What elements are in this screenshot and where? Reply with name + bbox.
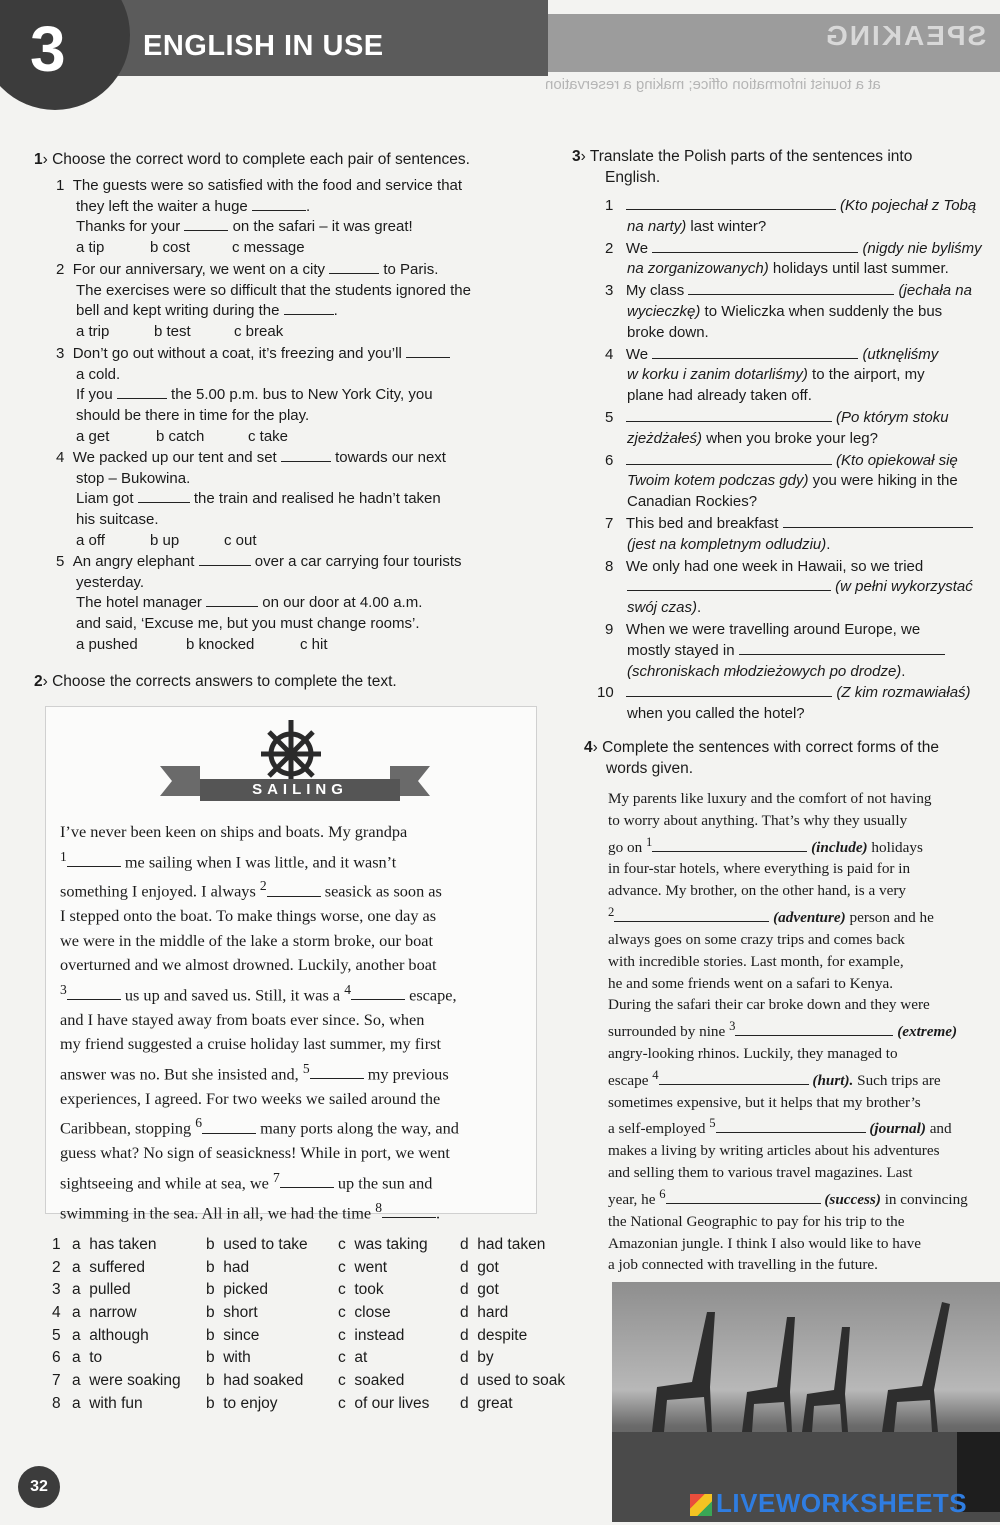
chevron-right-icon: › (42, 151, 48, 168)
option-b[interactable]: b picked (206, 1281, 269, 1298)
text-line: up the sun and (337, 1173, 433, 1193)
option-d[interactable]: d used to soak (460, 1372, 566, 1389)
answer-gap[interactable] (329, 261, 379, 274)
row-number: 2 (52, 1259, 61, 1276)
option-b[interactable]: b used to take (206, 1236, 308, 1253)
ex4-instruction: words given. (606, 760, 694, 777)
option-b[interactable]: b up (150, 531, 180, 549)
option-a[interactable]: a has taken (72, 1236, 157, 1253)
text-line: guess what? No sign of seasickness! While in port, we went (60, 1143, 450, 1163)
item-number: 3 (56, 345, 65, 362)
answer-gap[interactable] (184, 218, 228, 231)
option-b[interactable]: b catch (156, 427, 205, 445)
ex3-instruction: Translate the Polish parts of the sentences into (589, 148, 913, 165)
option-d[interactable]: d hard (460, 1304, 509, 1321)
text-line: swimming in the sea. All in all, we had the time (60, 1202, 372, 1222)
sailing-banner: SAILING (200, 779, 400, 801)
option-c[interactable]: c break (234, 323, 284, 341)
text-line: overturned and we almost drowned. Luckily, another boat (60, 955, 437, 975)
text-line: my previous (367, 1064, 449, 1084)
text-line: us up and saved us. Still, it was a (124, 985, 341, 1005)
item-text: they left the waiter a huge (76, 197, 248, 215)
option-a[interactable]: a although (72, 1327, 149, 1344)
option-b[interactable]: b knocked (186, 635, 255, 653)
item-text: . (305, 197, 311, 215)
option-a[interactable]: a narrow (72, 1304, 137, 1321)
option-b[interactable]: b with (206, 1349, 251, 1366)
giraffe-icon (612, 1282, 1000, 1522)
option-d[interactable]: d despite (460, 1327, 528, 1344)
gap-number: 8 (375, 1199, 382, 1215)
option-d[interactable]: d by (460, 1349, 494, 1366)
option-a[interactable]: a tip (76, 239, 105, 257)
text-line: Caribbean, stopping (60, 1118, 192, 1138)
ex3-item: 1 (Kto pojechał z Tobą (605, 197, 977, 214)
ex3-instruction: English. (605, 169, 661, 186)
row-number: 1 (52, 1236, 61, 1253)
row-number: 5 (52, 1327, 61, 1344)
option-b[interactable]: b had (206, 1259, 250, 1276)
item-text: yesterday. (76, 573, 145, 591)
option-b[interactable]: b had soaked (206, 1372, 304, 1389)
gap-number: 1 (60, 848, 67, 864)
option-c[interactable]: c close (338, 1304, 391, 1321)
text-line: experiences, I agreed. For two weeks we sailed around the (60, 1088, 441, 1108)
item-text: The guests were so satisfied with the food and service that (72, 177, 463, 194)
chevron-right-icon: › (580, 148, 586, 165)
gap-number: 7 (272, 1169, 280, 1185)
option-c[interactable]: c out (224, 531, 257, 549)
ex2-instruction: Choose the corrects answers to complete the text. (52, 673, 397, 690)
ex4-number: 4 (584, 739, 593, 756)
sailing-text (60, 820, 526, 1225)
text-line: many ports along the way, and (260, 1118, 459, 1138)
option-a[interactable]: a suffered (72, 1259, 145, 1276)
ex1-number: 1 (34, 151, 43, 168)
chevron-right-icon: › (42, 673, 48, 690)
option-c[interactable]: c hit (300, 635, 328, 653)
ex3-number: 3 (572, 148, 581, 165)
text-line: seasick as soon as (324, 881, 442, 901)
answer-gap-6[interactable] (202, 1121, 256, 1134)
text-line: I’ve never been keen on ships and boats. My grandpa (60, 822, 408, 841)
text-line: escape, (409, 985, 457, 1005)
option-d[interactable]: d got (460, 1259, 499, 1276)
page-number: 32 (18, 1466, 60, 1508)
row-number: 4 (52, 1304, 61, 1321)
option-a[interactable]: a pulled (72, 1281, 131, 1298)
option-d[interactable]: d great (460, 1395, 513, 1412)
ex2-number: 2 (34, 673, 43, 690)
ghost-header-line: at a tourist information office; making a reservation (545, 76, 881, 93)
answer-gap[interactable] (626, 409, 832, 422)
answer-gap[interactable] (739, 642, 945, 655)
option-a[interactable]: a trip (76, 323, 110, 341)
ex2-heading (34, 671, 534, 692)
item-text: over a car carrying four tourists (254, 553, 462, 570)
option-c[interactable]: c message (232, 239, 305, 257)
answer-gap[interactable] (627, 578, 831, 591)
item-text: should be there in time for the play. (76, 407, 310, 425)
option-b[interactable]: b since (206, 1327, 260, 1344)
option-c[interactable]: c soaked (338, 1372, 405, 1389)
answer-gap[interactable] (652, 240, 858, 253)
option-b[interactable]: b test (154, 323, 191, 341)
option-b[interactable]: b cost (150, 239, 191, 257)
ex3-heading (572, 146, 992, 188)
item-text: towards our next (335, 449, 446, 466)
answer-gap-8[interactable] (382, 1205, 436, 1218)
item-text: and said, ‘Excuse me, but you must change rooms’. (76, 615, 420, 633)
item-number: 1 (56, 177, 65, 194)
item-text: on the safari – it was great! (232, 218, 413, 236)
answer-gap-3[interactable] (735, 1023, 893, 1036)
answer-gap[interactable] (783, 515, 973, 528)
item-text: a cold. (76, 365, 121, 383)
option-a[interactable]: a were soaking (72, 1372, 181, 1389)
item-text: For our anniversary, we went on a city (72, 261, 326, 278)
logo-cube-icon (690, 1494, 712, 1516)
option-c[interactable]: c went (338, 1259, 388, 1276)
ex3-items: 1 (Kto pojechał z Tobą na narty) last winter? 2 We (nigdy nie byliśmy na zorganizowanych) holidays until last summer. 3 My class (jechała na wycieczkę) to Wieliczka when suddenly the bus broke down. 4 We (utknęliśmy w korku i zanim dotarliśmy) to the airport, my plane had already taken off. 5 (Po którym stoku zjeżdżałeś) when you broke your leg? 6 (Kto opiekował się Twoim kotem podczas gdy) you were hiking in the Canadian Rockies? 7 This bed and breakfast (jest na kompletnym odludziu). 8 We only had one week in Hawaii, so we tried (w pełni wykorzystać swój czas). 9 When we were travelling around Europe, we mostly stayed in (schroniskach młodzieżowych po drodze). 10 (Z kim rozmawiałaś) when you called the hotel? (605, 196, 1000, 725)
item-text: the 5.00 p.m. bus to New York City, you (171, 386, 433, 404)
item-text: The exercises were so difficult that the students ignored the (76, 281, 471, 299)
option-d[interactable]: d got (460, 1281, 499, 1298)
option-b[interactable]: b short (206, 1304, 258, 1321)
ex4-instruction: Complete the sentences with correct forms of the (602, 739, 939, 756)
ghost-header-title: SPEAKING (823, 20, 986, 51)
option-b[interactable]: b to enjoy (206, 1395, 278, 1412)
text-line: my friend suggested a cruise holiday last summer, my first (60, 1034, 441, 1054)
chevron-right-icon: › (592, 739, 598, 756)
answer-gap[interactable] (284, 302, 334, 315)
answer-gap-6[interactable] (666, 1191, 821, 1204)
answer-gap[interactable] (206, 594, 258, 607)
option-a[interactable]: a to (72, 1349, 103, 1366)
item-text: Don’t go out without a coat, it’s freezing and you’ll (72, 345, 402, 362)
row-number: 7 (52, 1372, 61, 1389)
answer-gap[interactable] (652, 346, 858, 359)
answer-gap[interactable] (252, 198, 306, 211)
answer-gap[interactable] (626, 452, 832, 465)
row-number: 3 (52, 1281, 61, 1298)
item-text: to Paris. (383, 261, 439, 278)
option-a[interactable]: a pushed (76, 635, 138, 653)
unit-number: 3 (30, 13, 66, 85)
option-c[interactable]: c take (248, 427, 289, 445)
option-d[interactable]: d had taken (460, 1236, 546, 1253)
ex1-item-4 (56, 448, 526, 552)
ex4-text: My parents like luxury and the comfort of not having to worry about anything. That’s why they usually go on $^1$ (include) holidays in four-star hotels, where everything is paid for in advance. My brother, on the other hand, is a very $^2$ (adventure) person and he always goes on some crazy trips and comes back with incredible stories. Last month, for example, he and some friends went on a safari to Kenya. During the safari their car broke down and they were surrounded by nine $^3$ (extreme) angry-looking rhinos. Luckily, they managed to escape $^4$ (hurt). Such trips are sometimes expensive, but it helps that my brother’s a self-employed $^5$ (journal) and makes a living by writing articles about his adventures and selling them to various travel magazines. Last year, he $^6$ (success) in convincing the National Geographic to pay for his trip to the Amazonian jungle. I think I also would like to have a job connected with travelling in the future. (608, 790, 968, 1274)
gap-number: 6 (195, 1115, 203, 1131)
liveworksheets-logo: LIVEWORKSHEETS (690, 1488, 967, 1519)
gap-number: 5 (302, 1060, 310, 1076)
answer-gap-1[interactable] (67, 854, 121, 867)
item-text: stop – Bukowina. (76, 469, 191, 487)
option-a[interactable]: a with fun (72, 1395, 143, 1412)
answer-gap[interactable] (281, 449, 331, 462)
answer-gap[interactable] (406, 345, 450, 358)
item-text: Thanks for your (76, 218, 181, 236)
item-text: An angry elephant (72, 553, 195, 570)
gap-number: 3 (60, 981, 67, 997)
answer-gap[interactable] (688, 282, 894, 295)
answer-gap-4[interactable] (351, 987, 405, 1000)
item-number: 5 (56, 553, 65, 570)
item-number: 4 (56, 449, 65, 466)
ex1-heading (34, 149, 534, 170)
text-line: I stepped onto the boat. To make things worse, one day as (60, 906, 437, 926)
option-a[interactable]: a off (76, 531, 105, 549)
giraffes-photo (612, 1282, 1000, 1522)
option-c[interactable]: c took (338, 1281, 384, 1298)
ex1-item-2 (56, 260, 526, 343)
ex1-item-5 (56, 552, 526, 656)
option-c[interactable]: c at (338, 1349, 368, 1366)
ex1-instruction: Choose the correct word to complete each pair of sentences. (52, 151, 470, 168)
gap-number: 2 (259, 878, 267, 894)
text-line: sightseeing and while at sea, we (60, 1173, 269, 1193)
answer-gap-2[interactable] (267, 884, 321, 897)
unit-title: ENGLISH IN USE (143, 30, 384, 62)
item-number: 2 (56, 261, 65, 278)
gap-number: 4 (344, 981, 352, 997)
item-text: the train and realised he hadn’t taken (193, 490, 441, 508)
answer-gap[interactable] (117, 386, 167, 399)
text-line: something I enjoyed. I always (60, 881, 256, 901)
answer-gap[interactable] (626, 684, 832, 697)
text-line: answer was no. But she insisted and, (60, 1064, 299, 1084)
answer-gap[interactable] (199, 553, 251, 566)
option-a[interactable]: a get (76, 427, 110, 445)
answer-gap[interactable] (138, 490, 190, 503)
ex1-item-3 (56, 344, 526, 448)
ex4-heading (584, 737, 1000, 779)
text-line: we were in the middle of the lake a storm broke, our boat (60, 930, 433, 950)
answer-gap-4[interactable] (659, 1072, 809, 1085)
text-line: me sailing when I was little, and it wasn’t (124, 851, 397, 871)
option-c[interactable]: c was taking (338, 1236, 428, 1253)
item-text: We packed up our tent and set (72, 449, 277, 466)
row-number: 6 (52, 1349, 61, 1366)
answer-gap-2[interactable] (614, 909, 769, 922)
item-text: his suitcase. (76, 511, 159, 529)
answer-gap[interactable] (626, 197, 836, 210)
answer-gap-1[interactable] (652, 839, 807, 852)
item-text: on our door at 4.00 a.m. (262, 594, 423, 612)
text-line: . (435, 1202, 441, 1222)
option-c[interactable]: c of our lives (338, 1395, 430, 1412)
text-line: and I have stayed away from boats ever since. So, when (60, 1009, 425, 1029)
item-text: Liam got (76, 490, 134, 508)
ex1-item-1 (56, 176, 526, 259)
answer-gap-5[interactable] (310, 1066, 364, 1079)
item-text: If you (76, 386, 113, 404)
answer-gap-5[interactable] (716, 1120, 866, 1133)
answer-gap-7[interactable] (280, 1175, 334, 1188)
answer-gap-3[interactable] (67, 987, 121, 1000)
item-text: bell and kept writing during the (76, 302, 280, 320)
option-c[interactable]: c instead (338, 1327, 405, 1344)
item-text: . (333, 302, 338, 320)
item-text: The hotel manager (76, 594, 202, 612)
row-number: 8 (52, 1395, 61, 1412)
